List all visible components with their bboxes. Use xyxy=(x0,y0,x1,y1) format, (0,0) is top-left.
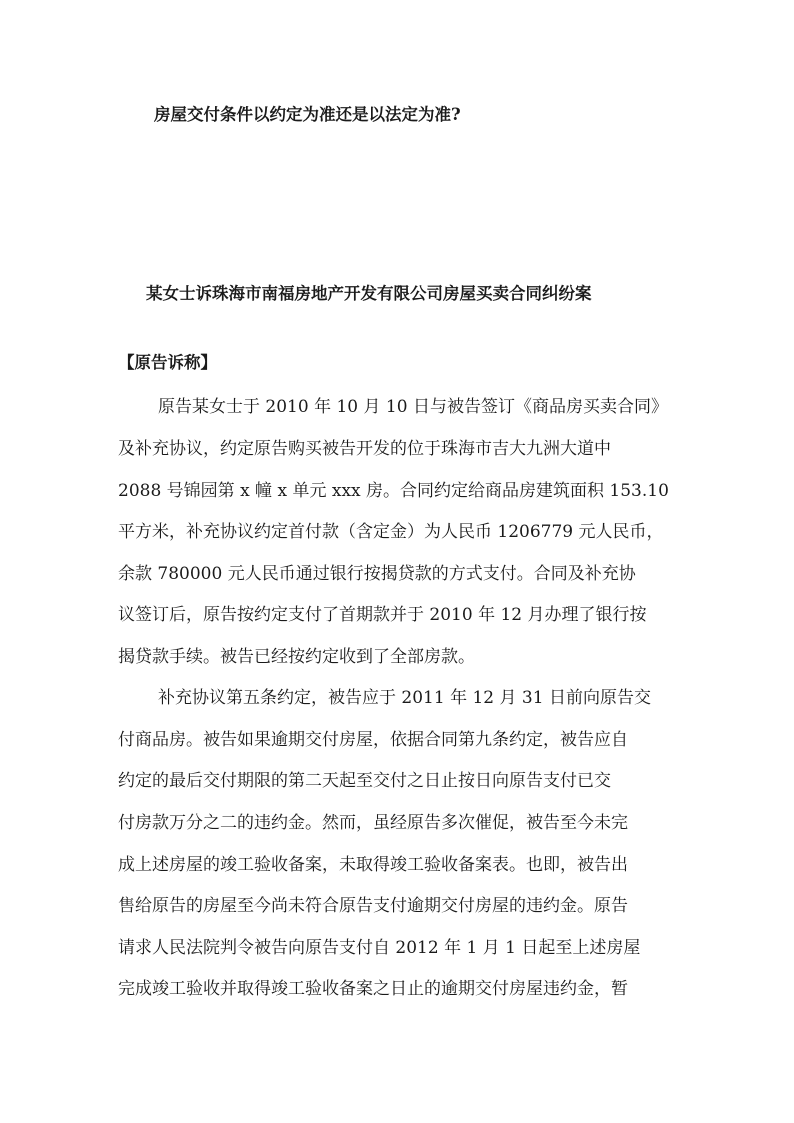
body-line: 付房款万分之二的违约金。然而，虽经原告多次催促，被告至今未完 xyxy=(118,813,628,833)
body-line: 完成竣工验收并取得竣工验收备案之日止的逾期交付房屋违约金，暂 xyxy=(118,979,628,999)
body-line: 请求人民法院判令被告向原告支付自 2012 年 1 月 1 日起至上述房屋 xyxy=(118,938,641,958)
body-line: 约定的最后交付期限的第二天起至交付之日止按日向原告支付已交 xyxy=(118,771,611,791)
document-title: 房屋交付条件以约定为准还是以法定为准? xyxy=(154,105,461,124)
body-line: 议签订后，原告按约定支付了首期款并于 2010 年 12 月办理了银行按 xyxy=(118,605,647,625)
case-title: 某女士诉珠海市南福房地产开发有限公司房屋买卖合同纠纷案 xyxy=(146,284,592,303)
body-line: 余款 780000 元人民币通过银行按揭贷款的方式支付。合同及补充协 xyxy=(118,564,636,584)
body-line: 2088 号锦园第 x 幢 x 单元 xxx 房。合同约定给商品房建筑面积 153.10 xyxy=(118,481,669,501)
body-line: 揭贷款手续。被告已经按约定收到了全部房款。 xyxy=(118,647,475,667)
body-line: 及补充协议，约定原告购买被告开发的位于珠海市吉大九洲大道中 xyxy=(118,439,611,459)
body-line: 售给原告的房屋至今尚未符合原告支付逾期交付房屋的违约金。原告 xyxy=(118,896,628,916)
body-line: 付商品房。被告如果逾期交付房屋，依据合同第九条约定，被告应自 xyxy=(118,730,628,750)
body-line: 平方米，补充协议约定首付款（含定金）为人民币 1206779 元人民币， xyxy=(118,522,664,542)
body-line: 补充协议第五条约定，被告应于 2011 年 12 月 31 日前向原告交 xyxy=(158,688,651,708)
section-heading: 【原告诉称】 xyxy=(118,353,217,372)
body-line: 原告某女士于 2010 年 10 月 10 日与被告签订《商品房买卖合同》 xyxy=(158,397,668,417)
body-line: 成上述房屋的竣工验收备案，未取得竣工验收备案表。也即，被告出 xyxy=(118,855,628,875)
